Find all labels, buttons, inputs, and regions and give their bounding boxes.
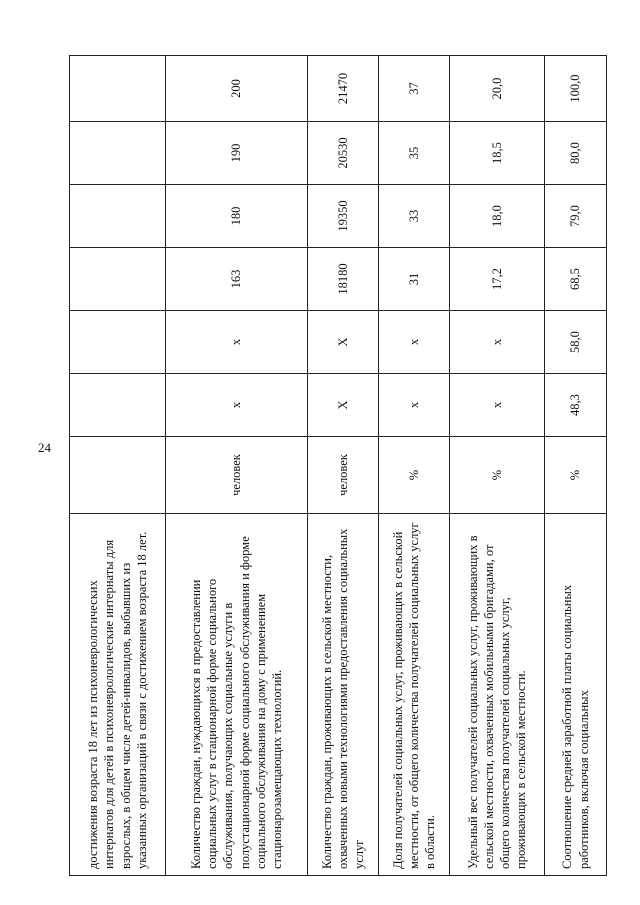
value-cell: 18,0 [450,185,545,248]
table-row [70,56,166,876]
value-cell: 190 [166,122,308,185]
value-cell: х [379,374,450,437]
value-cell: х [379,311,450,374]
table-row [450,56,545,876]
value-cell [70,56,166,122]
value-cell: 17,2 [450,248,545,311]
value-cell: 58,0 [545,311,607,374]
value-cell: Х [308,374,379,437]
value-cell: 33 [379,185,450,248]
value-cell: 37 [379,56,450,122]
value-cell [70,185,166,248]
value-cell: 163 [166,248,308,311]
value-cell: 35 [379,122,450,185]
unit-cell: % [545,437,607,514]
value-cell: х [450,311,545,374]
value-cell: х [166,374,308,437]
unit-cell: человек [166,437,308,514]
unit-cell: % [379,437,450,514]
value-cell: 100,0 [545,56,607,122]
table-row [308,56,379,876]
indicator-description: Количество граждан, проживающих в сельской местности, охваченных новыми технологиями предоставления социальных услуг [308,514,379,876]
unit-cell [70,437,166,514]
indicator-description: достижения возраста 18 лет из психоневрологических интернатов для детей в психоневрологические интернаты для взрослых, в общем числе детей-инвалидов, выбывших из указанных организаций в связи с достижением возраста 18 лет. [70,514,166,876]
rotated-table-container [69,56,606,876]
table-row [166,56,308,876]
table-row [379,56,450,876]
value-cell [70,374,166,437]
page-number: 24 [38,440,51,455]
value-cell: 20530 [308,122,379,185]
indicator-description: Количество граждан, нуждающихся в предоставлении социальных услуг в стационарной форме социального обслуживания, получающих социальные услуги в полустационарной форме социального обслуживания и форме социального обслуживания на дому с применением стационарозамещающих технологий. [166,514,308,876]
value-cell: 18,5 [450,122,545,185]
indicator-description: Соотношение средней заработной платы социальных работников, включая социальных [545,514,607,876]
value-cell: 48,3 [545,374,607,437]
value-cell: 79,0 [545,185,607,248]
value-cell [70,248,166,311]
value-cell: 18180 [308,248,379,311]
indicator-description: Удельный вес получателей социальных услуг, проживающих в сельской местности, охваченных мобильными бригадами, от общего количества получателей социальных услуг, проживающих в сельской местности. [450,514,545,876]
value-cell [70,122,166,185]
value-cell: 180 [166,185,308,248]
unit-cell: человек [308,437,379,514]
unit-cell: % [450,437,545,514]
table-row [545,56,607,876]
value-cell: 200 [166,56,308,122]
indicator-description: Доля получателей социальных услуг, проживающих в сельской местности, от общего количества получателей социальных услуг в области. [379,514,450,876]
value-cell: 19350 [308,185,379,248]
value-cell: 31 [379,248,450,311]
value-cell: 68,5 [545,248,607,311]
value-cell: 80,0 [545,122,607,185]
value-cell: 20,0 [450,56,545,122]
value-cell: х [166,311,308,374]
value-cell: Х [308,311,379,374]
value-cell [70,311,166,374]
value-cell: х [450,374,545,437]
value-cell: 21470 [308,56,379,122]
indicators-table [69,55,607,876]
